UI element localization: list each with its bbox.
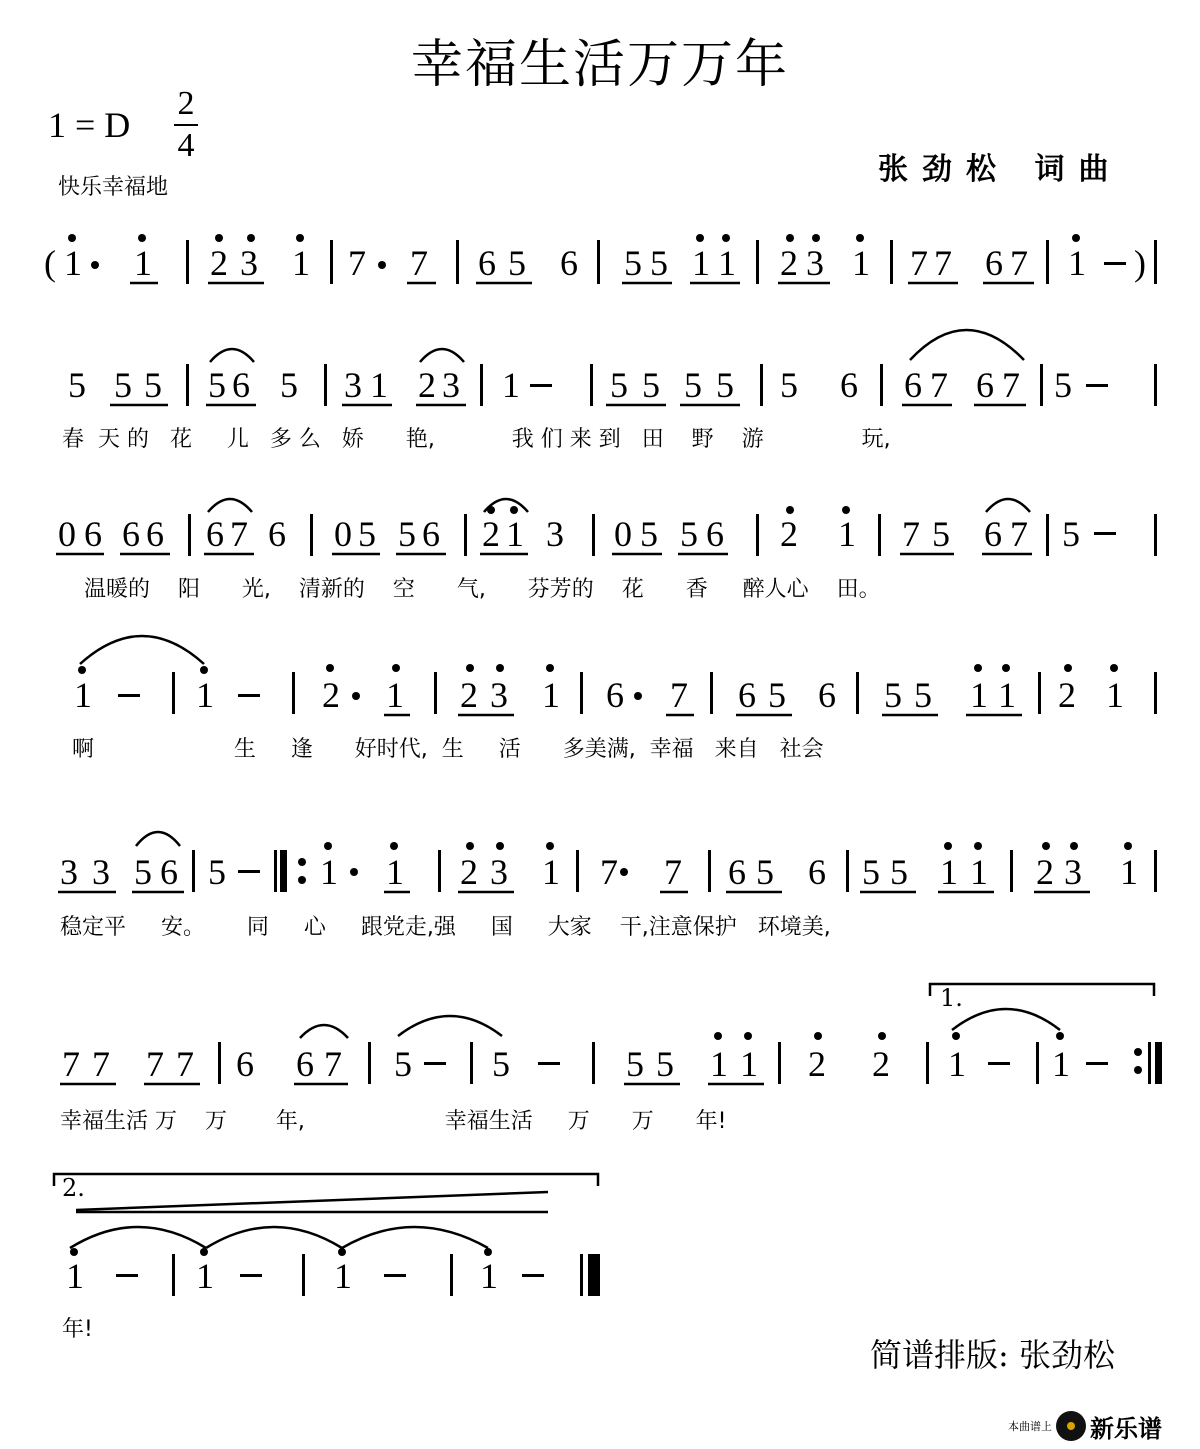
svg-text:1: 1 bbox=[740, 1044, 758, 1084]
svg-text:1: 1 bbox=[718, 243, 736, 283]
svg-text:7: 7 bbox=[62, 1044, 80, 1084]
svg-text:2: 2 bbox=[780, 514, 798, 554]
svg-text:7: 7 bbox=[670, 675, 688, 715]
svg-text:1: 1 bbox=[1120, 852, 1138, 892]
svg-text:5: 5 bbox=[650, 243, 668, 283]
svg-text:1: 1 bbox=[74, 675, 92, 715]
svg-text:6: 6 bbox=[146, 514, 164, 554]
time-signature-bottom: 4 bbox=[177, 127, 195, 164]
svg-text:7: 7 bbox=[146, 1044, 164, 1084]
svg-text:5: 5 bbox=[208, 852, 226, 892]
svg-text:6: 6 bbox=[840, 365, 858, 405]
svg-text:5: 5 bbox=[716, 365, 734, 405]
svg-text:6: 6 bbox=[808, 852, 826, 892]
svg-text:5: 5 bbox=[756, 852, 774, 892]
svg-text:5: 5 bbox=[680, 514, 698, 554]
svg-text:5: 5 bbox=[134, 852, 152, 892]
svg-text:6: 6 bbox=[560, 243, 578, 283]
svg-text:6: 6 bbox=[268, 514, 286, 554]
svg-text:7: 7 bbox=[930, 365, 948, 405]
svg-text:1: 1 bbox=[506, 514, 524, 554]
svg-text:5: 5 bbox=[624, 243, 642, 283]
svg-text:5: 5 bbox=[398, 514, 416, 554]
svg-text:): ) bbox=[1134, 243, 1146, 283]
svg-text:2: 2 bbox=[780, 243, 798, 283]
lyric-line-1: 春 天 的 花 儿 多 么 娇 艳, 我 们 来 到 田 野 游 玩, bbox=[62, 427, 891, 452]
volta-1-label: 1. bbox=[940, 984, 963, 1012]
tempo-mark: 快乐幸福地 bbox=[58, 175, 169, 200]
svg-text:5: 5 bbox=[642, 365, 660, 405]
svg-text:1: 1 bbox=[970, 675, 988, 715]
svg-text:7: 7 bbox=[664, 852, 682, 892]
staff-row-6 bbox=[62, 1032, 1162, 1084]
svg-text:5: 5 bbox=[884, 675, 902, 715]
svg-text:2: 2 bbox=[460, 675, 478, 715]
svg-text:1: 1 bbox=[542, 675, 560, 715]
svg-text:0: 0 bbox=[614, 514, 632, 554]
svg-text:5: 5 bbox=[890, 852, 908, 892]
svg-text:2: 2 bbox=[482, 514, 500, 554]
svg-text:1: 1 bbox=[480, 1256, 498, 1296]
volta-2-label: 2. bbox=[62, 1174, 85, 1202]
svg-text:7: 7 bbox=[324, 1044, 342, 1084]
svg-text:7: 7 bbox=[1010, 243, 1028, 283]
svg-text:6: 6 bbox=[296, 1044, 314, 1084]
logo-brand: 新乐谱 bbox=[1090, 1414, 1162, 1443]
svg-text:2: 2 bbox=[872, 1044, 890, 1084]
svg-text:1: 1 bbox=[838, 514, 856, 554]
svg-text:5: 5 bbox=[626, 1044, 644, 1084]
svg-text:6: 6 bbox=[728, 852, 746, 892]
site-logo bbox=[1008, 1408, 1162, 1444]
svg-text:1: 1 bbox=[998, 675, 1016, 715]
svg-text:1: 1 bbox=[196, 1256, 214, 1296]
svg-text:1: 1 bbox=[1052, 1044, 1070, 1084]
svg-text:2: 2 bbox=[808, 1044, 826, 1084]
lyric-line-5: 幸福生活 万 万 年, 幸福生活 万 万 年! bbox=[60, 1109, 727, 1134]
staff-row-1 bbox=[44, 234, 1157, 284]
staff-row-2 bbox=[68, 364, 1157, 406]
lyric-line-6: 年! bbox=[62, 1317, 93, 1342]
svg-text:6: 6 bbox=[738, 675, 756, 715]
svg-text:2: 2 bbox=[1036, 852, 1054, 892]
svg-text:1: 1 bbox=[948, 1044, 966, 1084]
svg-text:3: 3 bbox=[546, 514, 564, 554]
svg-text:7: 7 bbox=[410, 243, 428, 283]
svg-text:6: 6 bbox=[160, 852, 178, 892]
svg-text:5: 5 bbox=[394, 1044, 412, 1084]
svg-text:3: 3 bbox=[344, 365, 362, 405]
svg-text:2: 2 bbox=[1058, 675, 1076, 715]
svg-text:1: 1 bbox=[1068, 243, 1086, 283]
svg-text:6: 6 bbox=[818, 675, 836, 715]
svg-text:5: 5 bbox=[508, 243, 526, 283]
svg-text:7: 7 bbox=[92, 1044, 110, 1084]
svg-text:1: 1 bbox=[134, 243, 152, 283]
lyric-line-4: 稳定平 安。 同 心 跟党走,强 国 大家 干,注意保护 环境美, bbox=[60, 915, 831, 940]
lyric-line-2: 温暖的 阳 光, 清新的 空 气, 芬芳的 花 香 醉人心 田。 bbox=[84, 577, 881, 602]
svg-text:3: 3 bbox=[806, 243, 824, 283]
svg-text:1: 1 bbox=[370, 365, 388, 405]
svg-text:2: 2 bbox=[322, 675, 340, 715]
svg-text:5: 5 bbox=[932, 514, 950, 554]
svg-text:1: 1 bbox=[66, 1256, 84, 1296]
svg-text:2: 2 bbox=[460, 852, 478, 892]
record-disc-icon bbox=[1056, 1411, 1086, 1441]
svg-text:6: 6 bbox=[236, 1044, 254, 1084]
svg-text:3: 3 bbox=[240, 243, 258, 283]
ties-row-7 bbox=[54, 1174, 598, 1248]
svg-text:3: 3 bbox=[442, 365, 460, 405]
time-signature-top: 2 bbox=[177, 85, 195, 122]
svg-text:0: 0 bbox=[334, 514, 352, 554]
svg-text:7: 7 bbox=[902, 514, 920, 554]
svg-text:3: 3 bbox=[92, 852, 110, 892]
svg-text:7: 7 bbox=[1010, 514, 1028, 554]
svg-text:6: 6 bbox=[904, 365, 922, 405]
svg-text:6: 6 bbox=[84, 514, 102, 554]
svg-text:1: 1 bbox=[320, 852, 338, 892]
staff-row-4 bbox=[74, 664, 1157, 715]
svg-text:5: 5 bbox=[684, 365, 702, 405]
typesetting-credit: 简谱排版: 张劲松 bbox=[870, 1336, 1115, 1374]
svg-text:1: 1 bbox=[386, 852, 404, 892]
svg-text:5: 5 bbox=[114, 365, 132, 405]
svg-text:5: 5 bbox=[358, 514, 376, 554]
svg-text:5: 5 bbox=[492, 1044, 510, 1084]
svg-text:6: 6 bbox=[478, 243, 496, 283]
svg-text:1: 1 bbox=[542, 852, 560, 892]
svg-text:1: 1 bbox=[692, 243, 710, 283]
svg-text:6: 6 bbox=[706, 514, 724, 554]
svg-text:6: 6 bbox=[606, 675, 624, 715]
svg-text:1: 1 bbox=[334, 1256, 352, 1296]
staff-row-7 bbox=[66, 1248, 600, 1296]
svg-text:5: 5 bbox=[656, 1044, 674, 1084]
svg-text:7: 7 bbox=[1002, 365, 1020, 405]
svg-text:2: 2 bbox=[210, 243, 228, 283]
svg-text:5: 5 bbox=[914, 675, 932, 715]
song-title: 幸福生活万万年 bbox=[410, 35, 789, 95]
underlines-row-6 bbox=[60, 984, 1154, 1084]
svg-text:1: 1 bbox=[852, 243, 870, 283]
svg-text:6: 6 bbox=[206, 514, 224, 554]
svg-text:6: 6 bbox=[122, 514, 140, 554]
svg-text:7: 7 bbox=[600, 852, 618, 892]
svg-text:6: 6 bbox=[232, 365, 250, 405]
staff-row-3 bbox=[58, 506, 1157, 556]
svg-text:3: 3 bbox=[490, 675, 508, 715]
svg-text:5: 5 bbox=[862, 852, 880, 892]
svg-text:1: 1 bbox=[1106, 675, 1124, 715]
lyric-line-3: 啊 生 逢 好时代, 生 活 多美满, 幸福 来自 社会 bbox=[72, 737, 824, 762]
svg-text:5: 5 bbox=[208, 365, 226, 405]
svg-text:6: 6 bbox=[985, 243, 1003, 283]
svg-text:3: 3 bbox=[60, 852, 78, 892]
key-signature: 1 = D bbox=[48, 105, 131, 145]
svg-text:3: 3 bbox=[490, 852, 508, 892]
composer: 张劲松 词曲 bbox=[878, 152, 1123, 187]
staff-row-5 bbox=[60, 842, 1157, 892]
svg-text:6: 6 bbox=[422, 514, 440, 554]
svg-text:5: 5 bbox=[768, 675, 786, 715]
svg-text:7: 7 bbox=[348, 243, 366, 283]
svg-text:1: 1 bbox=[196, 675, 214, 715]
logo-caption: 本曲谱上 bbox=[1008, 1420, 1052, 1433]
svg-text:7: 7 bbox=[934, 243, 952, 283]
svg-text:5: 5 bbox=[1054, 365, 1072, 405]
svg-text:1: 1 bbox=[710, 1044, 728, 1084]
svg-text:5: 5 bbox=[68, 365, 86, 405]
svg-text:5: 5 bbox=[144, 365, 162, 405]
svg-text:5: 5 bbox=[280, 365, 298, 405]
svg-text:0: 0 bbox=[58, 514, 76, 554]
svg-text:7: 7 bbox=[230, 514, 248, 554]
svg-text:7: 7 bbox=[176, 1044, 194, 1084]
svg-text:5: 5 bbox=[610, 365, 628, 405]
underlines-row-3 bbox=[56, 499, 1032, 554]
svg-text:1: 1 bbox=[64, 243, 82, 283]
svg-text:2: 2 bbox=[418, 365, 436, 405]
svg-text:1: 1 bbox=[292, 243, 310, 283]
svg-text:5: 5 bbox=[780, 365, 798, 405]
svg-text:3: 3 bbox=[1064, 852, 1082, 892]
svg-text:1: 1 bbox=[502, 365, 520, 405]
svg-text:1: 1 bbox=[386, 675, 404, 715]
svg-text:7: 7 bbox=[910, 243, 928, 283]
svg-text:6: 6 bbox=[976, 365, 994, 405]
svg-text:1: 1 bbox=[970, 852, 988, 892]
svg-text:1: 1 bbox=[940, 852, 958, 892]
svg-text:(: ( bbox=[44, 243, 56, 283]
svg-text:5: 5 bbox=[640, 514, 658, 554]
svg-text:5: 5 bbox=[1062, 514, 1080, 554]
svg-text:6: 6 bbox=[984, 514, 1002, 554]
